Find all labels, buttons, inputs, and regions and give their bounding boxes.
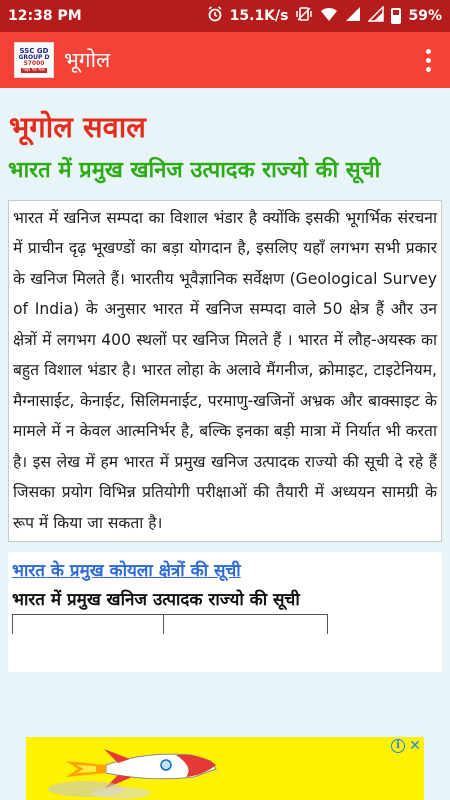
page-title: भूगोल सवाल	[9, 110, 146, 144]
status-icons	[207, 6, 442, 26]
logo-line-4: पढ़ो पर मत्ते	[23, 66, 45, 73]
app-bar	[0, 32, 450, 88]
battery-level	[393, 15, 399, 22]
wifi-icon	[320, 6, 338, 26]
network-speed: 15.1K/s	[229, 8, 289, 24]
article-content[interactable]	[0, 88, 450, 800]
ad-close-icon[interactable]: ✕	[409, 738, 421, 754]
related-links	[8, 552, 442, 672]
ad-banner[interactable]	[26, 737, 424, 800]
alarm-icon	[207, 6, 223, 26]
rocket-ad-image	[26, 737, 424, 800]
minerals-table-title: भारत में प्रमुख खनिज उत्पादक राज्यो की सूची	[12, 590, 300, 611]
logo-line-3: 57000	[23, 59, 45, 67]
signal-icon	[368, 6, 384, 26]
status-time: 12:38 PM	[8, 8, 82, 24]
page-subtitle: भारत में प्रमुख खनिज उत्पादक राज्यो की सूची	[8, 157, 381, 183]
app-title: भूगोल	[64, 48, 111, 72]
ad-info-icon[interactable]: i	[391, 739, 405, 753]
minerals-table	[12, 614, 328, 634]
battery-icon	[391, 8, 401, 24]
app-logo	[14, 42, 54, 78]
signal-icon	[345, 6, 361, 26]
ad-controls	[391, 739, 422, 753]
vibrate-icon	[295, 6, 313, 26]
overflow-menu-icon[interactable]	[416, 49, 440, 72]
intro-paragraph: भारत में खनिज सम्पदा का विशाल भंडार है क्योंकि इसकी भूगर्भिक संरचना में प्राचीन दृढ़ भूखण्डों का बड़ा योगदान है, इसलिए यहाँ लगभग सभी प्रकार के खनिज मिलते हैं। भारतीय भूवैज्ञानिक सर्वेक्षण (Geological Survey of India) के अनुसार भारत में खनिज सम्पदा वाले 50 क्षेत्र हैं और उन क्षेत्रों में लगभग 400 स्थलों पर खनिज मिलते हैं । भारत में लौह-अयस्क का बहुत विशाल भंडार है। भारत लोहा के अलावे मैंगनीज, क्रोमाइट, टाइटेनियम, मैग्नासाईट, केनाईट, सिलिमनाईट, परमाणु-खजिनों अभ्रक और बाक्साइट के मामले में न केवल आत्मनिर्भर है, बल्कि इनका बड़ी मात्रा में निर्यात भी करता है। इस लेख में हम भारत में प्रमुख खनिज उत्पादक राज्यो की सूची दे रहे हैं जिसका प्रयोग विभिन्न प्रतियोगी परीक्षाओं की तैयारी में अध्ययन सामग्री के रूप में किया जा सकता है।	[8, 200, 442, 543]
status-bar	[0, 0, 450, 32]
battery-percent: 59%	[408, 8, 442, 24]
logo-line-1: SSC GD	[19, 46, 49, 55]
logo-line-2: GROUP D	[18, 53, 50, 61]
coal-fields-link[interactable]: भारत के प्रमुख कोयला क्षेत्रों की सूची	[12, 561, 241, 582]
